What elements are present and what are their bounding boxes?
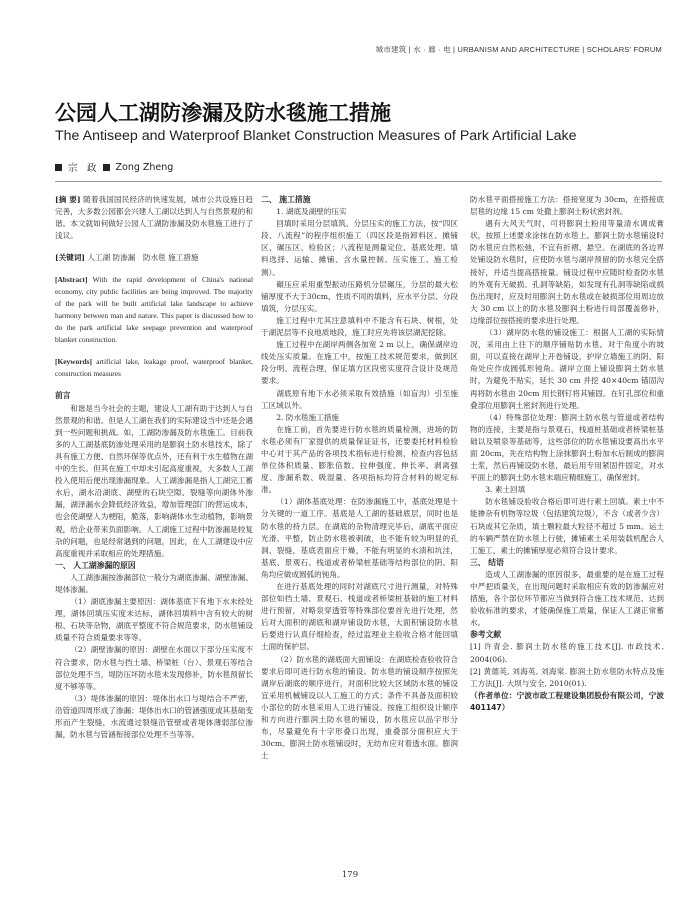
column-1 — [55, 194, 253, 741]
column-2 — [261, 194, 458, 762]
paragraph: 湖底原有地下水必须采取有效措施（如盲沟）引至施工区域以外。 — [261, 388, 458, 410]
author-square-marker — [55, 164, 62, 171]
foreword-paragraph: 和谐是当今社会的主题，建设人工湖有助于达到人与自然景观的和谐。但是人工湖在我们的实际建设当中还是会遇到一些问题和挑战。如，工湖防渗漏及防水毯施工。目前我多的人工湖基底防渗处理采用的是膨润土防水毯技术，除了具有施工方便、自然环保等优点外，还有利于水生植物在湖中的生长。但其在施工中却未引起高度重视，大多数人工湖投入使用后便出现渗漏现象。人工湖渗漏是指人工湖完工蓄水后，湖水沿湖底、湖壁的石块空隙、裂缝等向湖体外渗漏，湖泽漏水会降低经济效益，增加管理部门的营运成本，也会使湖壁人为梗阻，脆落，影响湖体水生动植物，影响景观，给企业带来负面影响。人工湖施工过程中防渗漏是较复杂的问题，也是经常遇到的问题，因此，在人工湖建设中应高度重视并采取相应的处理措施。 — [55, 403, 253, 558]
reference-item: [1] 许青会. 膨润土防水毯的施工技术[J]. 市政技术, 2004(06). — [470, 642, 664, 664]
subsection-heading: 3. 素土回填 — [485, 485, 526, 495]
paragraph: 防水毯平面搭接施工方法：搭接宽度为 30cm，在搭接底层毯的边缘 15 cm 处撒上膨润土粉状密封剂。 — [470, 195, 664, 217]
paragraph: （2）湖壁渗漏的原因：湖壁在水面以下部分压实度不符合要求，防水毯与挡土墙、桥梁桩（台）、景观石等结合部位处理不当，堤防压坏防水毯未发现修补，防水毯预留长度不够等等。 — [55, 645, 253, 691]
reference-item: [2] 黄德英, 刘海英, 刘海棠. 膨润土防水毯防水特点及施工方法[J]. 大坝与安全, 2010(01). — [470, 666, 664, 688]
conclusion-paragraph: 造成人工湖渗漏的原因很多，最重要的是在施工过程中严把质量关，在出现问题时采取相应有效的防渗漏应对措施，各个部位环节都应当做到符合施工技术规范、达到验收标准的要求，才能确保施工质量，保证人工湖正常蓄水。 — [470, 569, 664, 628]
paragraph: （2）防水毯的湖底面大面铺设：在湖底检查验收符合要求后即可进行防水毯的铺设。防水毯的铺设顺序按照先湖岸后湖底的顺序进行，对面积比较大区域防水毯的铺设宜采用机械铺设以人工施工的方式；条件不具备及面积较小部位的防水毯采用人工进行铺设。按施工组织设计顺序和方向进行膨润土防水毯的铺设，防水毯应以品字形分布，尽量避免有十字形叠口出现，重叠部分面积应大于 30cm。膨润土防水毯铺设时，无纺布应对着透水面。膨润土 — [261, 654, 458, 761]
section-heading-2: 二、 施工措施 — [261, 195, 311, 204]
title-divider — [55, 181, 662, 182]
title-chinese: 公园人工湖防渗漏及防水毯施工措施 — [55, 101, 391, 125]
paragraph: 防水毯铺设验收合格后即可进行素土回填。素土中不能掺杂有机物等垃圾（包括建筑垃圾），不含（或者少含）石块或其它杂质，填土颗粒最大粒径不超过 5 mm。运土的车辆严禁在防水毯上行驶，摊铺素土采用装载机配合人工施工，素土的摊铺厚度必须符合设计要求。 — [470, 497, 664, 555]
column-3 — [470, 194, 664, 714]
paragraph: 施工过程中在湖岸两侧各加宽 2 m 以上，确保湖岸边线处压实质量。在施工中，按施工技术规范要求，做到区段分明、流程合理，保证填方区段密实度符合设计及规范要求。 — [261, 340, 458, 386]
paragraph: 在施工前，首先要进行防水毯的质量检测，进场的防水毯必须有厂家提供的质量保证证书，还要委托材料检验中心对于其产品的各项技术指标进行检测，检查内容包括单位体积质量、膨胀倍数、拉伸强度、伸长率、剥离强度、渗漏系数、吸湿量、各项指标均符合材料的规定标准。 — [261, 424, 458, 495]
paragraph: （1）湖体基底处理：在防渗漏施工中，基底处理是十分关键的一道工序。基底是人工湖的基础底层，同时也是防水毯的持力层。在湖底的杂物清理完毕后，湖底平面应光滑、平整，防止防水毯被刺破，也不能有较为明显的孔洞、裂缝，基底表面应干燥，不能有明显的水渍和坑洼，基底、景观石、栈道或者桥梁桩基础等结构部位的阴、阳角均应做成圆弧的钝角。 — [261, 497, 458, 579]
paragraph: 碾压应采用重型振动压路机分层碾压，分层的最大松铺厚度不大于30cm，性质不同的填料，应水平分层、分段填筑，分层压实。 — [261, 279, 458, 313]
paragraph: （3）湖岸防水毯的铺设施工：根据人工湖的实际情况，采用由上往下的顺序铺贴防水毯。对于角度小的坡面，可以直接在湖岸上开卷铺设，护岸立墙施工的阴、阳角处应作成圆弧形钝角。湖岸立面上铺设膨润土防水毯时，为避免不贴实，延长 30 cm 并挖 40×40cm 锚固沟再将防水毯由 20cm 用长钢钉将其铺固。在钉孔部位和重叠部位用膨润土密封剂进行处理。 — [470, 328, 664, 410]
keywords-en-text: artificial lake, leakage proof, waterproof blanket, construction measures — [55, 357, 253, 379]
abstract-en-text: With the rapid development of China's national economy, city public facilities are being improved. The majority of the park will be built artificial lake landscape to achieve harmony between man and nature. This paper is discussed how to do the park artificial lake seepage prevention and waterproof blanket construction. — [55, 275, 253, 345]
abstract-zh-label: [摘 要] — [55, 195, 81, 204]
journal-header: 城市建筑 | 水 · 廊 · 电 | URBANISM AND ARCHITECTURE | SCHOLARS' FORUM — [375, 45, 662, 54]
keywords-en-label: [Keywords] — [55, 357, 92, 367]
keywords-zh — [55, 252, 253, 264]
paragraph: 人工湖渗漏按渗漏部位一般分为湖底渗漏、湖壁渗漏、堤体渗漏。 — [55, 572, 253, 594]
paragraph: 回填时采用分层填筑、分层压实的施工方法，按“四区段、八流程”的程序组织施工（四区段是指卸料区、摊铺区、碾压区、检验区；八流程是测量定位、基底处理、填料选择、运输、摊铺、含水量控制、压实施工、施工检测）。 — [261, 219, 458, 277]
paragraph: 在进行基底处理的同时对湖底尺寸进行测量，对特殊部位如挡土墙、景观石、栈道或者桥梁桩基础的施工材料进行预留，对略泉穿透管等特殊部位要首先进行处理，然后对大面积的湖底和湖岸铺设防水毯，大面积铺设防水毯后要进行认真仔细检查，经过监理业主验收合格才能回填土面的保护层。 — [261, 582, 458, 652]
author-affiliation: （作者单位：宁波市政工程建设集团股份有限公司，宁波 401147） — [470, 690, 664, 712]
section-heading-1: 一、 人工湖渗漏的原因 — [55, 560, 136, 570]
keywords-en — [55, 356, 253, 380]
paragraph: （1）湖底渗漏主要原因：湖体基底下有地下水未经处理，湖体回填压实度未达标，湖体回填料中含有较大的树根、石块等杂物，湖底平整度不符合规范要求，防水毯铺设质量不符合质量要求等等。 — [55, 597, 253, 643]
author-square-marker — [103, 164, 110, 171]
section-heading-3: 三、 结语 — [470, 557, 504, 567]
abstract-zh-text: 随着我国国民经济的快速发展，城市公共设施日趋完善，大多数公园都会兴建人工湖以达到人与自然景观的和谐。本文就如何做好公园人工湖防渗漏及防水毯施工进行了浅议。 — [55, 195, 253, 241]
paragraph: （3）堤体渗漏的原因：堤体出水口与堤结合不严密，沿管道四周形成了渗漏；堤体出水口的管涵强度或其基础变形而产生裂缝，水流通过裂缝沿管壁或者堤体薄弱部位渗漏，防水毯与管涵衔接部位处理不当等等。 — [55, 693, 253, 740]
references-heading: 参考文献 — [470, 630, 502, 640]
abstract-en-label: [Abstract] — [55, 275, 88, 285]
keywords-zh-label: [关键词] — [55, 253, 85, 263]
abstract-en — [55, 274, 253, 346]
abstract-zh — [55, 194, 253, 242]
paragraph: 施工过程中尤其注意填料中不能含有石块、树根，处于湖泥层等不良地质地段，施工时应先将该层湖泥挖除。 — [261, 315, 458, 338]
paragraph: （4）特殊部位处理：膨润土防水毯与管道或者结构物的连接，主要是指与景观石，栈道桩基础或者桥梁桩基础以及喷泉等基础等，这些部位的防水毯铺设要高出水平面 20cm，先在结构物上涂抹膨润土粉加水后制成的膨润土浆，然后再铺设防水毯，最后用专用紧固件固定，对水平面上的膨润土防水毯末端应精细施工，确保密封。 — [470, 412, 664, 483]
keywords-zh-text: 人工湖 防渗漏 防水毯 施工措施 — [87, 253, 199, 263]
page-number: 179 — [341, 870, 359, 880]
subsection-heading: 1. 湖底及湖壁的压实 — [276, 207, 347, 217]
author-line — [55, 160, 173, 174]
title-english: The Antiseep and Waterproof Blanket Construction Measures of Park Artificial Lake — [55, 128, 577, 144]
subsection-heading: 2. 防水毯施工措施 — [276, 412, 340, 422]
section-heading-foreword: 前言 — [55, 391, 71, 401]
author-name-en: Zong Zheng — [115, 161, 174, 173]
paragraph: 遇有大风天气时，可将膨润土粉用等量清水调成膏状，按照上述要求涂抹在防水毯上。膨润土防水毯铺设时防水毯应自然松弛，不宜有折褶、悬空。在湖底的各边界处铺设防水毯时，应使防水毯与湖岸预留的防水毯完全搭接好，并适当提高搭接量。铺设过程中应随时检查防水毯的外观有无破损、孔洞等缺陷，如发现有孔洞等缺陷或损伤出现时，应及时用膨润土防水毯或在破损部位用周边放大 30 cm 以上的防水毯及膨润土粉进行局部覆盖修补，边缘部位按搭接的要求进行处理。 — [470, 219, 664, 325]
author-name-zh: 宗 政 — [68, 163, 97, 174]
